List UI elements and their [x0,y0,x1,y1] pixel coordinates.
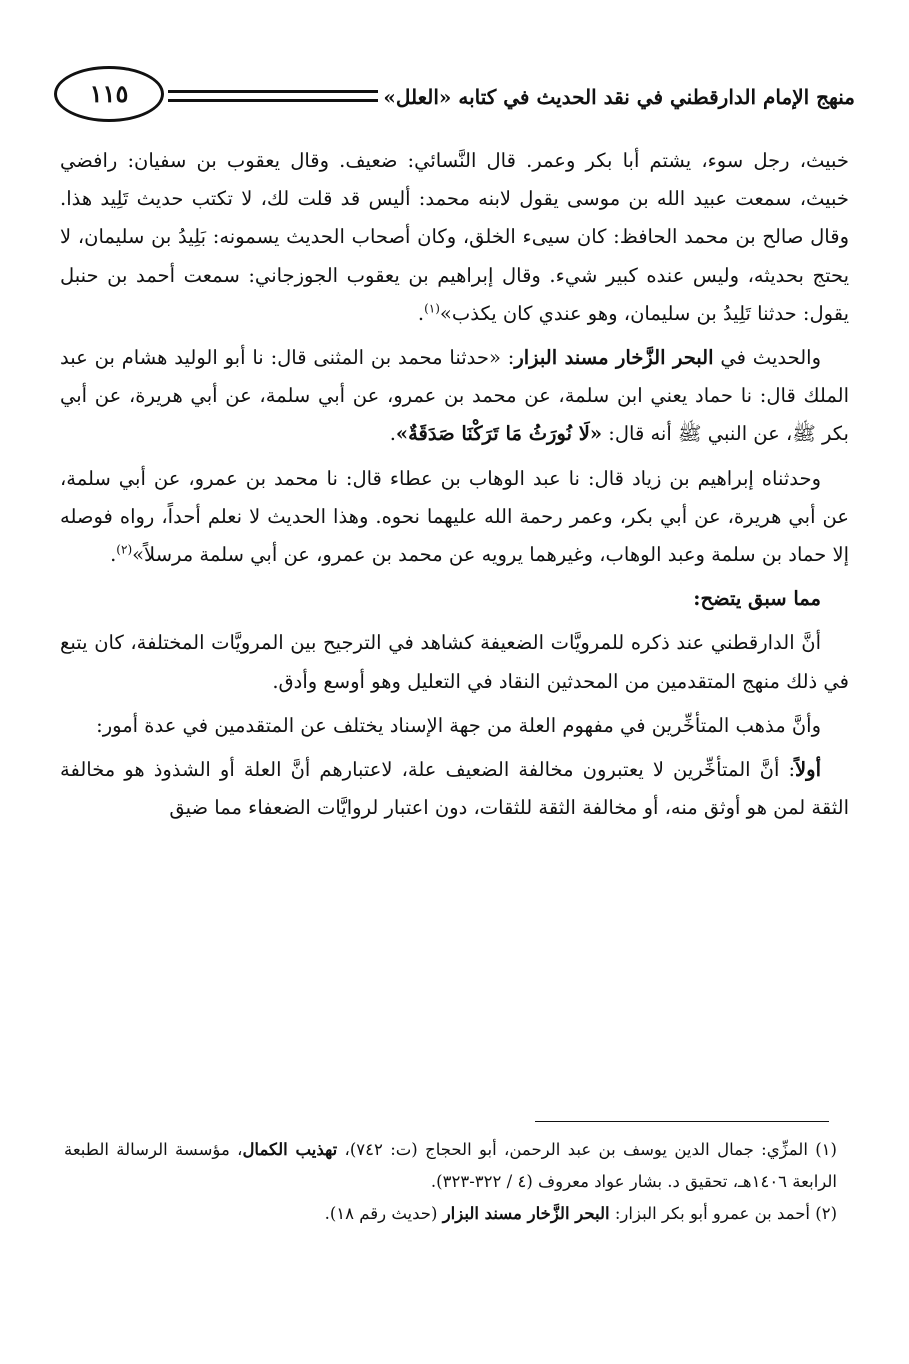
footnote-text: (حديث رقم ١٨). [324,1204,443,1223]
paragraph-text: خبيث، رجل سوء، يشتم أبا بكر وعمر. قال النَّسائي: ضعيف. وقال يعقوب بن سفيان: رافضي خبيث، سمعت عبيد الله بن موسى يقول لابنه محمد: أليس قد قلت لك، لا تكتب حديث تَلِيد هذا. وقال صالح بن محمد الحافظ: كان سيىء الخلق، وكان أصحاب الحديث يسمونه: بَلِيدُ بن سليمان، لا يحتج بحديثه، وليس عنده كبير شيء. وقال إبراهيم بن يعقوب الجوزجاني: سمعت أحمد بن حنبل يقول: حدثنا تَلِيدُ بن سليمان، وهو عندي كان يكذب» [60,149,849,325]
book-title: تهذيب الكمال [242,1140,338,1159]
footnotes [64,1134,837,1230]
footnote-ref: (١) [424,301,440,316]
paragraph-text: : أنَّ المتأخِّرين لا يعتبرون مخالفة الضعيف علة، لاعتبارهم أنَّ العلة أو الشذوذ هو مخالفة الثقة لمن هو أوثق منه، أو مخالفة الثقة للثقات، دون اعتبار لروايَّات الضعفاء مما ضيق [60,758,849,820]
paragraph-text: : «حدثنا محمد بن المثنى قال: نا أبو الوليد هشام بن عبد الملك قال: نا حماد يعني ابن سلمة، عن محمد بن عمرو، عن أبي سلمة، عن أبي هريرة، عن أبي بكر ﷺ، عن النبي ﷺ أنه قال: [60,346,849,446]
header-rule-bottom [168,99,378,102]
book-title: البحر الزَّخار مسند البزار [442,1204,610,1223]
paragraph [60,142,849,333]
paragraph-text: والحديث في [713,346,821,370]
footnote-divider [535,1121,829,1122]
footnote-text: (١) المزِّي: جمال الدين يوسف بن عبد الرحمن، أبو الحجاج (ت: ٧٤٢)، [337,1140,837,1159]
paragraph-text: وحدثناه إبراهيم بن زياد قال: نا عبد الوهاب بن عطاء قال: نا محمد بن عمرو، عن أبي سلمة، عن أبي هريرة، عن أبي بكر، وعمر رحمة الله عليهما نحوه. وهذا الحديث لا نعلم أحداً، رواه فوصله إلا حماد بن سلمة وعبد الوهاب، وغيرهما يرويه عن محمد بن عمرو، عن أبي سلمة مرسلاً» [60,466,849,567]
paragraph [60,460,849,575]
book-title: البحر الزَّخار مسند البزار [514,346,714,370]
footnote-ref: (٢) [116,542,133,557]
footnote [64,1198,837,1230]
header-rule-top [168,90,378,93]
paragraph: وأنَّ مذهب المتأخِّرين في مفهوم العلة من جهة الإسناد يختلف عن المتقدمين في عدة أمور: [96,713,821,737]
subheading: مما سبق يتضح: [693,587,821,611]
page-number: ١١٥ [54,66,164,122]
list-marker: أولاً [795,758,821,782]
paragraph-end: . [389,422,396,446]
paragraph [60,339,849,454]
footnote [64,1134,837,1198]
running-title: منهج الإمام الدارقطني في نقد الحديث في كتابه «العلل» [383,85,855,109]
paragraph [60,751,849,827]
hadith-quote: «لَا نُورَثُ مَا تَرَكْنَا صَدَقَةٌ» [395,422,603,446]
paragraph: أنَّ الدارقطني عند ذكره للمرويَّات الضعيفة كشاهد في الترجيح بين المرويَّات المختلفة، كان يتبع في ذلك منهج المتقدمين من المحدثين النقاد في التعليل وهو أوسع وأدق. [60,631,849,693]
paragraph-end: . [417,301,425,325]
main-text [60,142,849,833]
paragraph-end: . [110,543,117,567]
footnote-text: (٢) أحمد بن عمرو أبو بكر البزار: [609,1204,837,1223]
footnote-text: ، مؤسسة الرسالة الطبعة الرابعة ١٤٠٦هـ، تحقيق د. بشار عواد معروف (٤ / ٣٢٢-٣٢٣). [64,1140,837,1191]
